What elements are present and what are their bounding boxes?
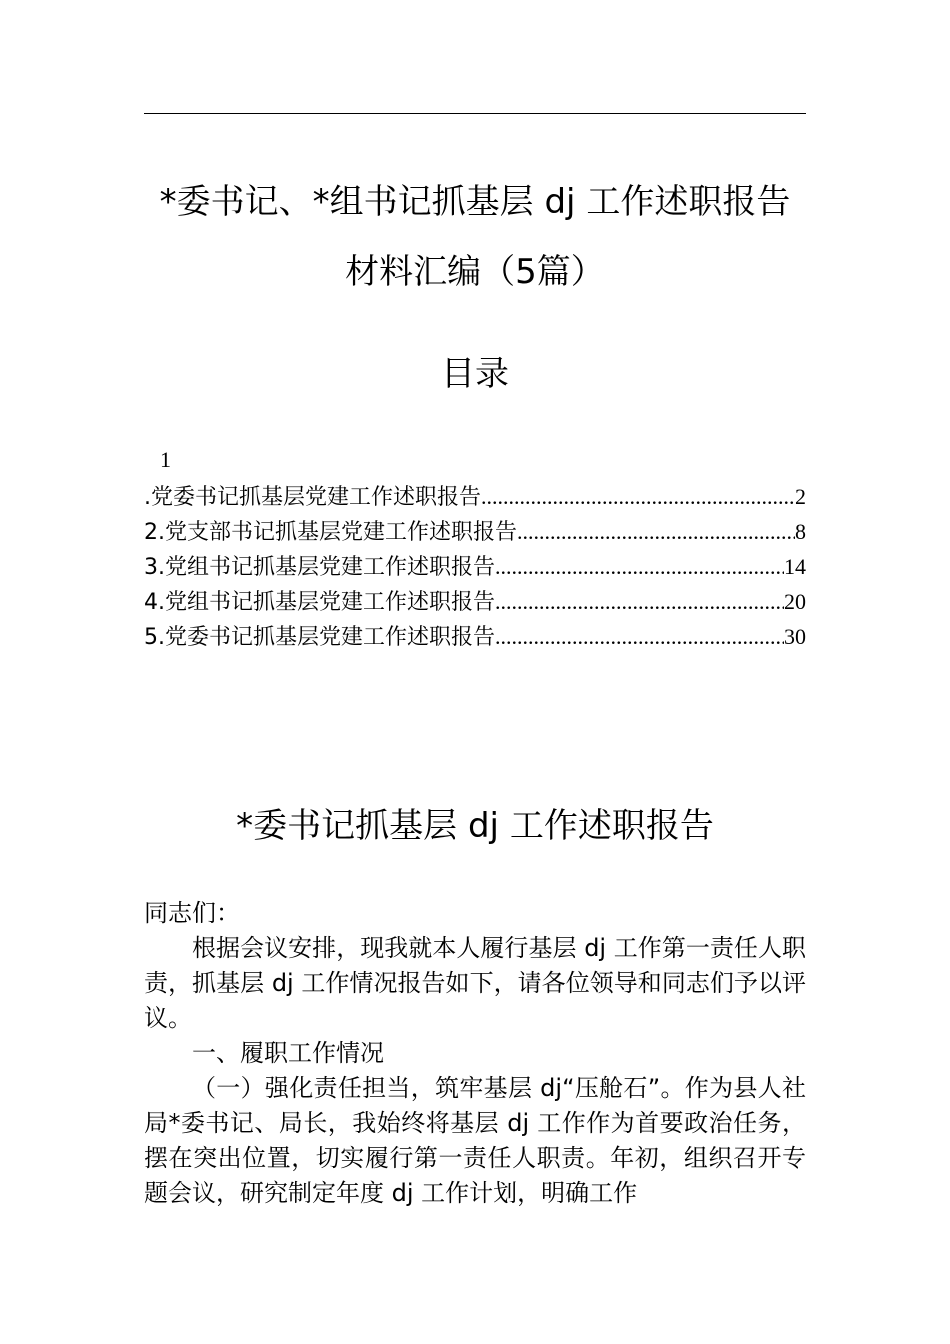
section-title: *委书记抓基层 dj 工作述职报告 [236, 806, 714, 846]
toc-heading: 目录 [441, 354, 509, 394]
toc-leader-dots [495, 619, 784, 654]
document-title-line-1: *委书记、*组书记抓基层 dj 工作述职报告 [159, 182, 791, 222]
body-paragraph: 根据会议安排，现我就本人履行基层 dj 工作第一责任人职责，抓基层 dj 工作情况报告如下，请各位领导和同志们予以评议。 [144, 934, 806, 1032]
subsection-heading: 一、履职工作情况 [192, 1039, 384, 1067]
toc-entry[interactable] [144, 584, 806, 619]
toc-entry[interactable] [144, 549, 806, 584]
toc-leader-dots [495, 584, 784, 619]
toc-entry-page: 8 [795, 519, 806, 544]
header-rule [144, 113, 806, 114]
report-body [144, 896, 806, 1211]
toc-entry-page: 14 [784, 554, 806, 579]
toc-entry-label: .党委书记抓基层党建工作述职报告 [144, 485, 481, 510]
toc-entry-page: 2 [795, 484, 806, 509]
salutation: 同志们： [144, 899, 240, 927]
toc-entry-label: 3.党组书记抓基层党建工作述职报告 [144, 555, 495, 580]
toc-entry[interactable] [144, 514, 806, 549]
body-paragraph: （一）强化责任担当，筑牢基层 dj“压舱石”。作为县人社局*委书记、局长，我始终将基层 dj 工作作为首要政治任务，摆在突出位置，切实履行第一责任人职责。年初，组织召开专题会议，研究制定年度 dj 工作计划，明确工作 [144, 1074, 806, 1207]
toc-entry-page: 20 [784, 589, 806, 614]
toc-leader-dots [517, 514, 795, 549]
toc-entry-label: 2.党支部书记抓基层党建工作述职报告 [144, 520, 517, 545]
toc-entry[interactable] [144, 479, 806, 514]
toc-leader-dots [481, 479, 795, 514]
document-title-line-2: 材料汇编（5篇） [345, 252, 605, 292]
toc-entry-label: 5.党委书记抓基层党建工作述职报告 [144, 625, 495, 650]
toc-entry[interactable] [144, 619, 806, 654]
toc-first-number: 1 [160, 447, 171, 472]
toc-entry-label: 4.党组书记抓基层党建工作述职报告 [144, 590, 495, 615]
toc-entry-page: 30 [784, 624, 806, 649]
toc-leader-dots [495, 549, 784, 584]
table-of-contents [144, 445, 806, 654]
